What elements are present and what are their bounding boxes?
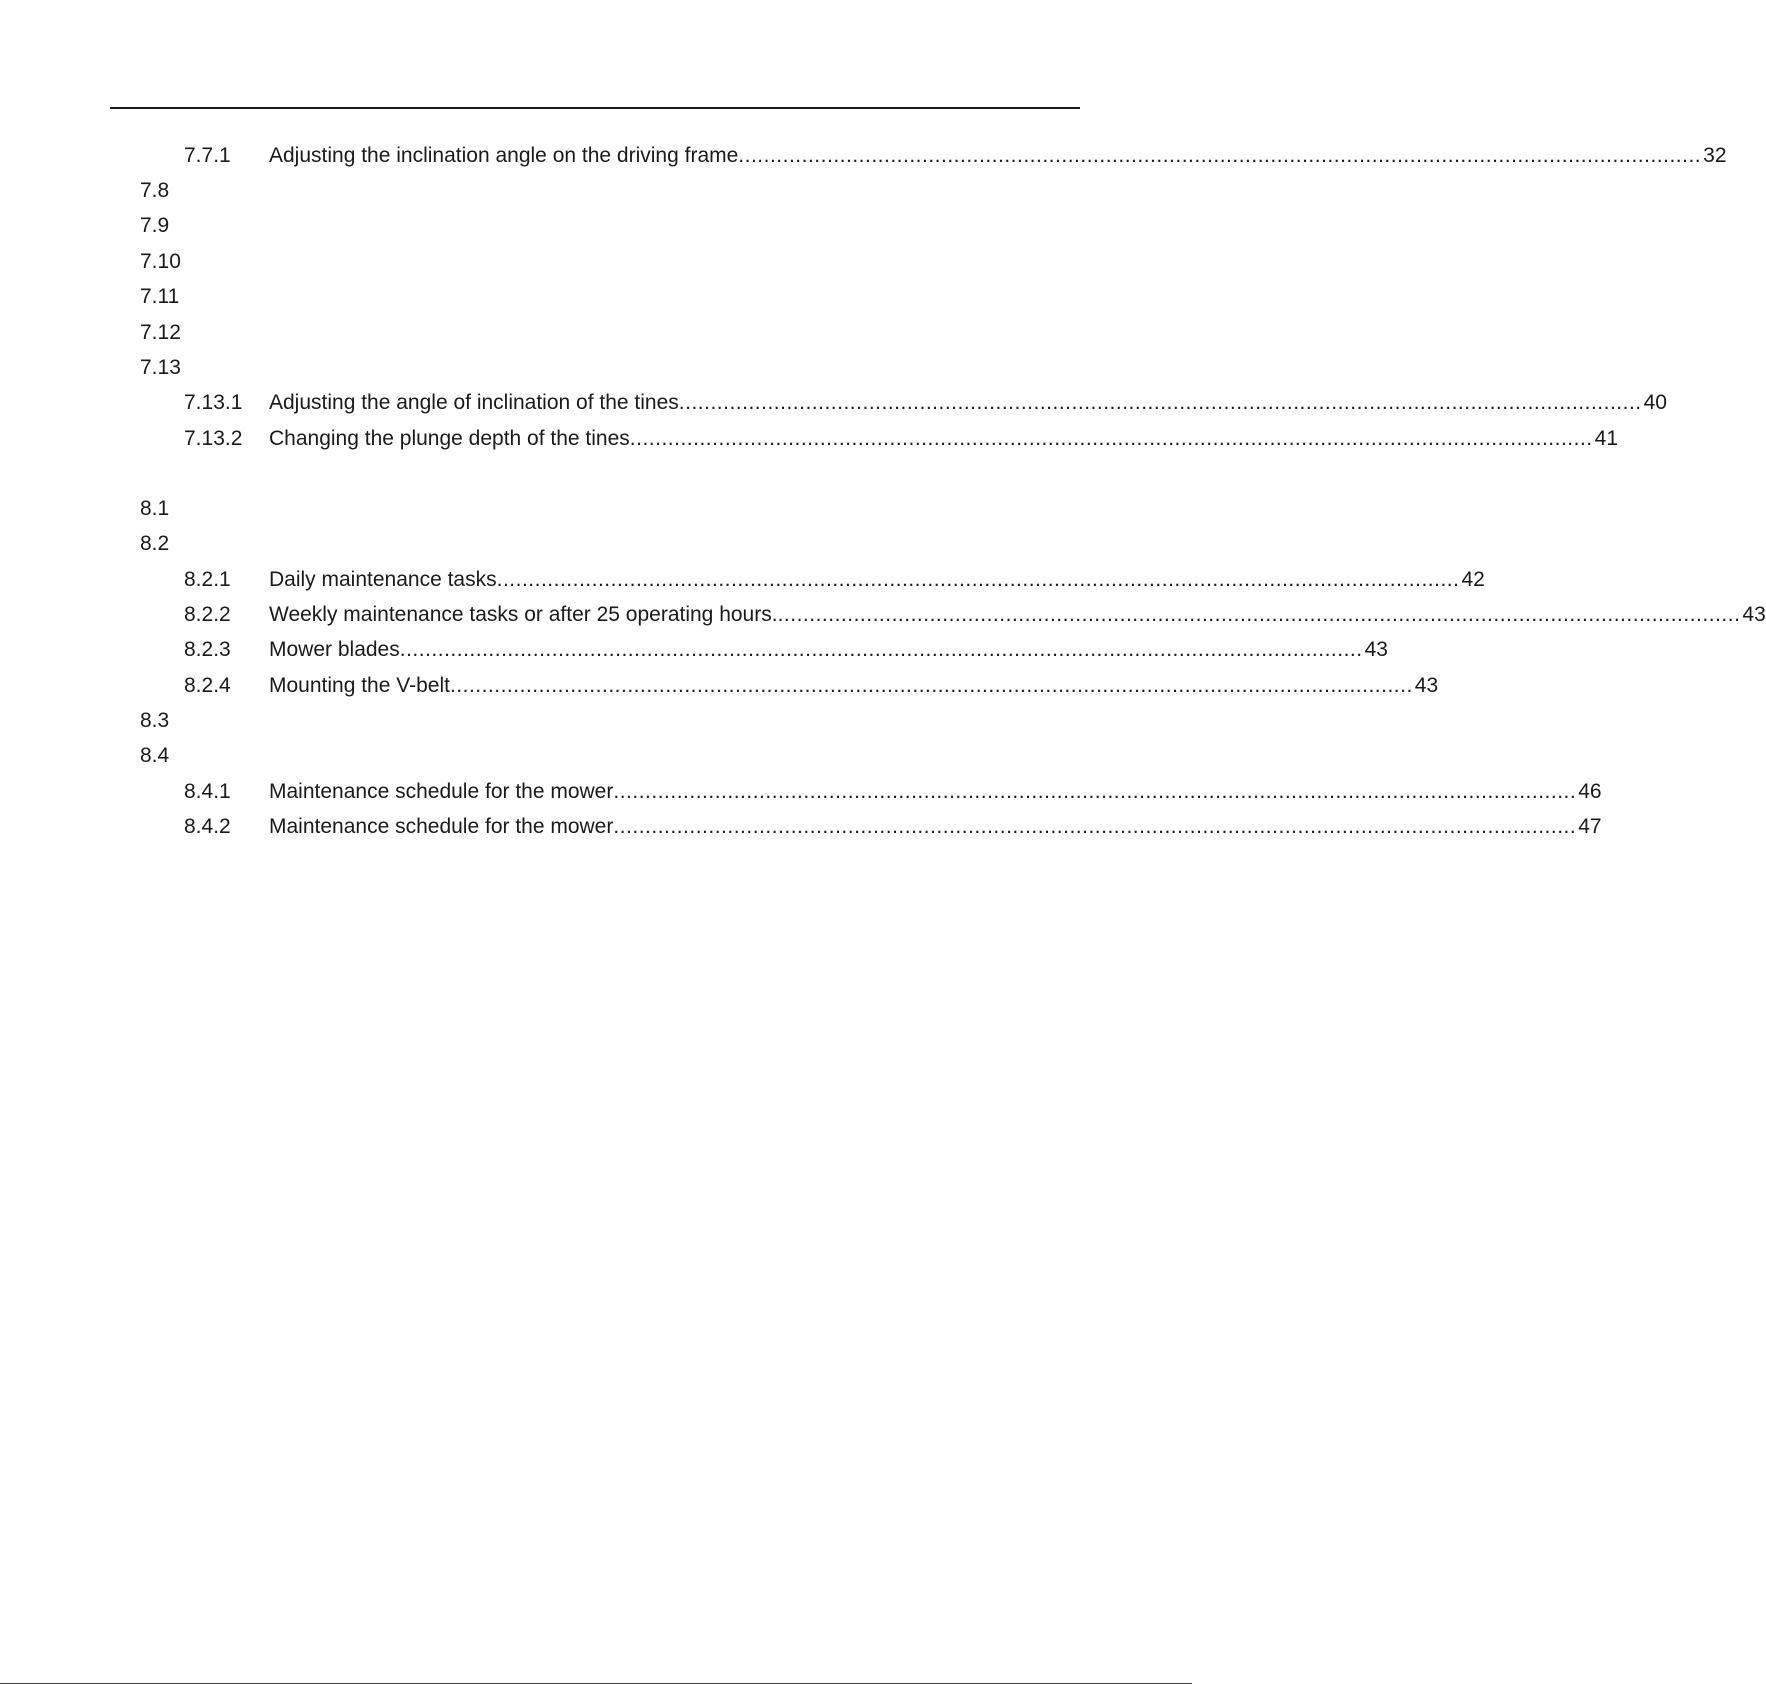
dot-leader: ........................................................................................................................................................: [613, 780, 1577, 803]
toc-section-number: 7.13.2: [184, 427, 243, 450]
dot-leader: ........................................................................................................................................................: [613, 815, 1577, 838]
toc-page-number: 41: [1594, 427, 1618, 450]
toc-section-title: Maintenance schedule for the mower: [269, 815, 614, 838]
toc-section-number: 7.11: [140, 285, 180, 308]
toc-section-title: Mower blades: [269, 638, 400, 661]
toc-section-number: 8.2: [140, 532, 170, 555]
toc-section-number: 8.1: [140, 497, 170, 520]
toc-page-number: 32: [1703, 144, 1727, 167]
toc-section-number: 7.7.1: [184, 144, 231, 167]
toc-section-title: Maintenance schedule for the mower: [269, 780, 614, 803]
dot-leader: ........................................................................................................................................................: [449, 674, 1413, 697]
header-rule: [110, 107, 1080, 109]
toc-section-number: 8.2.4: [184, 674, 231, 697]
toc-section-title: Changing the plunge depth of the tines: [269, 427, 630, 450]
toc-section-number: 8.4: [140, 744, 170, 767]
toc-page-number: 43: [1364, 638, 1388, 661]
toc-page-number: 43: [1742, 603, 1766, 626]
toc-page-number: 46: [1578, 780, 1602, 803]
toc-section-number: 7.13.1: [184, 391, 243, 414]
dot-leader: ........................................................................................................................................................: [629, 427, 1593, 450]
toc-section-number: 7.8: [140, 179, 170, 202]
toc-section-title: Adjusting the inclination angle on the driving frame: [269, 144, 739, 167]
toc-page-number: 42: [1461, 568, 1485, 591]
toc-section-number: 8.4.2: [184, 815, 231, 838]
toc-section-number: 8.2.3: [184, 638, 231, 661]
toc-section-number: 7.9: [140, 214, 170, 237]
dot-leader: ........................................................................................................................................................: [496, 568, 1460, 591]
dot-leader: ........................................................................................................................................................: [777, 603, 1741, 626]
toc-section-title: Weekly maintenance tasks or after 25 operating hours.: [269, 603, 778, 626]
toc-section-number: 7.10: [140, 250, 181, 273]
toc-section-number: 7.12: [140, 321, 181, 344]
toc-section-title: Mounting the V-belt: [269, 674, 450, 697]
toc-section-title: Daily maintenance tasks: [269, 568, 497, 591]
dot-leader: ........................................................................................................................................................: [738, 144, 1702, 167]
toc-page-number: 47: [1578, 815, 1602, 838]
toc-section-number: 8.3: [140, 709, 170, 732]
page-edge-rule: [0, 1683, 1192, 1684]
toc-section-number: 8.2.1: [184, 568, 231, 591]
toc-page-number: 40: [1643, 391, 1667, 414]
toc-page-number: 43: [1414, 674, 1439, 697]
dot-leader: ........................................................................................................................................................: [678, 391, 1642, 414]
toc-section-number: 8.2.2: [184, 603, 231, 626]
toc-section-number: 7.13: [140, 356, 181, 379]
toc-section-title: Adjusting the angle of inclination of the tines: [269, 391, 679, 414]
dot-leader: ........................................................................................................................................................: [399, 638, 1363, 661]
toc-section-number: 8.4.1: [184, 780, 231, 803]
